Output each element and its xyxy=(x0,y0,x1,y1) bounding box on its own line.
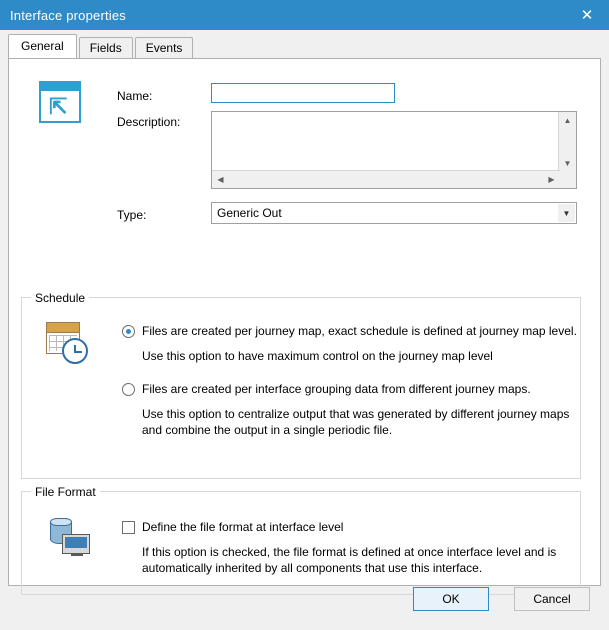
scroll-right-icon[interactable]: ▶ xyxy=(543,171,560,188)
description-vertical-scrollbar[interactable] xyxy=(558,112,576,172)
window-title: Interface properties xyxy=(10,7,127,23)
schedule-group xyxy=(21,291,581,479)
close-icon[interactable]: ✕ xyxy=(580,7,594,24)
title-bar xyxy=(0,0,609,30)
define-file-format-label: Define the file format at interface level xyxy=(142,520,344,534)
schedule-option1-label: Files are created per journey map, exact schedule is defined at journey map level. xyxy=(142,324,577,338)
interface-icon: ⇱ xyxy=(39,81,83,125)
general-section xyxy=(21,69,588,289)
vertical-scroll-thumb[interactable] xyxy=(560,129,575,155)
ok-button[interactable]: OK xyxy=(413,587,489,611)
dialog-footer xyxy=(0,574,609,630)
scroll-up-icon[interactable]: ▲ xyxy=(559,112,576,129)
type-dropdown[interactable] xyxy=(211,202,577,224)
type-dropdown-value: Generic Out xyxy=(217,206,282,220)
database-server-icon xyxy=(46,518,92,558)
description-label: Description: xyxy=(117,115,181,129)
tab-general[interactable]: General xyxy=(8,34,77,58)
name-label: Name: xyxy=(117,89,153,103)
schedule-option2-label: Files are created per interface grouping data from different journey maps. xyxy=(142,382,531,396)
name-input[interactable] xyxy=(211,83,395,103)
tab-strip xyxy=(0,30,609,58)
tab-fields[interactable]: Fields xyxy=(79,37,133,59)
radio-icon-option1[interactable] xyxy=(122,325,135,338)
file-format-legend: File Format xyxy=(31,485,100,499)
tab-panel-general xyxy=(8,58,601,586)
scroll-down-icon[interactable]: ▼ xyxy=(559,155,576,172)
type-label: Type: xyxy=(117,208,147,222)
checkbox-icon-define-file-format[interactable] xyxy=(122,521,135,534)
tab-events[interactable]: Events xyxy=(135,37,194,59)
calendar-clock-icon xyxy=(46,322,90,366)
description-horizontal-scrollbar[interactable] xyxy=(212,170,560,188)
schedule-option1-hint: Use this option to have maximum control on the journey map level xyxy=(142,349,493,363)
scrollbar-corner xyxy=(559,171,576,188)
description-input[interactable] xyxy=(212,112,560,172)
description-field-wrapper xyxy=(211,111,577,189)
file-format-hint: If this option is checked, the file format is defined at once interface level and is automatically inherited by all components that use this interface. xyxy=(142,545,557,575)
schedule-legend: Schedule xyxy=(31,291,89,305)
schedule-option2-hint: Use this option to centralize output that was generated by different journey maps and combine the output in a single periodic file. xyxy=(142,407,570,437)
chevron-down-icon[interactable]: ▼ xyxy=(558,204,575,222)
radio-icon-option2[interactable] xyxy=(122,383,135,396)
cancel-button[interactable]: Cancel xyxy=(514,587,590,611)
scroll-left-icon[interactable]: ◀ xyxy=(212,171,229,188)
